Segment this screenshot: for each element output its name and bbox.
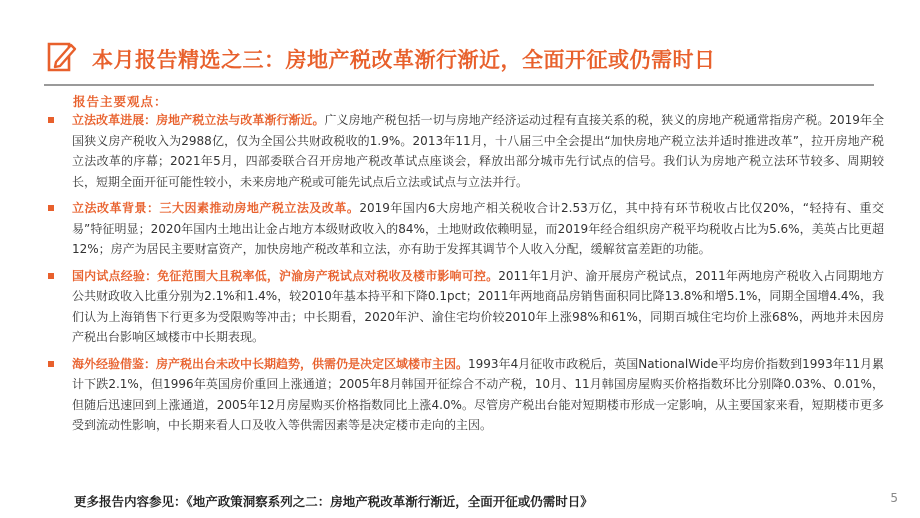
bullet-marker xyxy=(48,361,54,367)
bullet-lead: 海外经验借鉴：房产税出台未改中长期趋势，供需仍是决定区域楼市主因。 xyxy=(72,356,469,371)
bullet-item-legislation-background xyxy=(48,198,884,260)
header-divider xyxy=(44,84,874,86)
page-number: 5 xyxy=(890,491,898,505)
bullet-marker xyxy=(48,205,54,211)
bullet-body: 1993年4月征收市政税后，英国NationalWide平均房价指数到1993年11月累计下跌2.1%，但1996年英国房价重回上涨通道；2005年8月韩国开征综合不动产税，10月、11月韩国房屋购买价格指数环比分别降0.03%、0.01%，但随后迅速回到上涨通道，2005年12月房屋购买价格指数同比上涨4.0%。尽管房产税出台能对短期楼市形成一定影响，从主要国家来看，短期楼市更多受到流动性影响，中长期来看人口及收入等供需因素等是决定楼市走向的主因。 xyxy=(72,356,884,432)
slide-header xyxy=(0,0,920,80)
bullet-item-domestic-pilot xyxy=(48,266,884,348)
bullet-text xyxy=(72,110,884,192)
bullet-lead: 立法改革背景：三大因素推动房地产税立法及改革。 xyxy=(72,201,360,215)
bullet-text xyxy=(72,198,884,260)
bullet-lead: 国内试点经验：免征范围大且税率低，沪渝房产税试点对税收及楼市影响可控。 xyxy=(72,268,499,283)
bullet-text xyxy=(72,354,884,436)
key-points-list xyxy=(48,110,884,436)
bullet-body: 广义房地产税包括一切与房地产经济运动过程有直接关系的税，狭义的房地产税通常指房产税。2019年全国狭义房产税收入为2988亿，仅为全国公共财政税收的1.9%。2013年11月，十八届三中全会提出“加快房地产税立法并适时推进改革”，拉开房地产税立法改革的序幕；2021年5月，四部委联合召开房地产税改革试点座谈会，释放出部分城市先行试点的信号。我们认为房地产税立法环节较多、周期较长，短期全面开征可能性较小，未来房地产税或可能先试点后立法或试点与立法并行。 xyxy=(72,113,884,189)
footer-reference: 更多报告内容参见：《地产政策洞察系列之二：房地产税改革渐行渐近，全面开征或仍需时日》 xyxy=(74,494,593,509)
bullet-marker xyxy=(48,117,54,123)
document-pen-icon xyxy=(45,40,79,74)
bullet-marker xyxy=(48,273,54,279)
page-title: 本月报告精选之三：房地产税改革渐行渐近，全面开征或仍需时日 xyxy=(92,48,716,72)
bullet-body: 2019年国内6大房地产相关税收合计2.53万亿，其中持有环节税收占比仅20%，“轻持有、重交易”特征明显；2020年国内土地出让金占地方本级财政收入的84%，土地财政依赖明显，而2019年经合组织房产税平均税收占比为5.6%，美英占比更超12%；房产为居民主要财富资产，加快房地产税改革和立法，亦有助于发挥其调节个人收入分配，缓解贫富差距的功能。 xyxy=(72,201,884,256)
bullet-lead: 立法改革进展：房地产税立法与改革渐行渐近。 xyxy=(72,113,325,127)
bullet-item-legislation-progress xyxy=(48,110,884,192)
bullet-body: 2011年1月沪、渝开展房产税试点，2011年两地房产税收入占同期地方公共财政收入比重分别为2.1%和1.4%，较2010年基本持平和下降0.1pct；2011年两地商品房销售面积同比降13.8%和增5.1%，同期全国增4.4%，我们认为上海销售下行更多为受限购等冲击；中长期看，2020年沪、渝住宅均价较2010年上涨98%和61%，同期百城住宅均价上涨68%，两地并未因房产税出台影响区域楼市中长期表现。 xyxy=(72,268,884,344)
bullet-text xyxy=(72,266,884,348)
bullet-item-overseas-experience xyxy=(48,354,884,436)
key-points-heading: 报告主要观点： xyxy=(73,94,168,109)
